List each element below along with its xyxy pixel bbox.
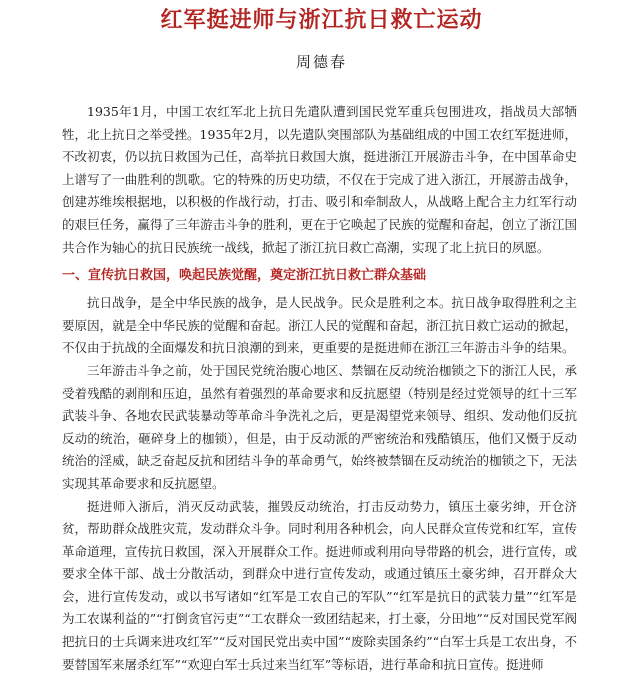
intro-paragraph: 1935年1月，中国工农红军北上抗日先遣队遭到国民党军重兵包围进攻，指战员大部牺牲，北上抗日之举受挫。1935年2月，以先遣队突围部队为基础组成的中国工农红军挺进师，不改初衷，仍以抗日救国为己任，高举抗日救国大旗，挺进浙江开展游击斗争，在中国革命史上谱写了一曲胜利的凯歌。它的特殊的历史功绩，不仅在于完成了进入浙江，开展游击战争，创建苏维埃根据地，以积极的作战行动，打击、吸引和牵制敌人，从战略上配合主力红军行动的艰巨任务，赢得了三年游击斗争的胜利，更在于它唤起了民族的觉醒和奋起，创立了浙江国共合作为轴心的抗日民族统一战线，掀起了浙江抗日救亡高潮，实现了北上抗日的夙愿。 <box>62 101 577 259</box>
body-paragraph: 三年游击斗争之前，处于国民党统治腹心地区、禁锢在反动统治枷锁之下的浙江人民，承受着残酷的剥削和压迫，虽然有着强烈的革命要求和反抗愿望（特别是经过党领导的红十三军武装斗争、各地农民武装暴动等革命斗争洗礼之后，更是渴望党来领导、组织、发动他们反抗反动的统治，砸碎身上的枷锁），但是，由于反动派的严密统治和残酷镇压，他们又慑于反动统治的淫威，缺乏奋起反抗和团结斗争的革命勇气，始终被禁锢在反动统治的枷锁之下，无法实现其革命要求和反抗愿望。 <box>62 360 577 496</box>
body-paragraph: 抗日战争，是全中华民族的战争，是人民战争。民众是胜利之本。抗日战争取得胜利之主要原因，就是全中华民族的觉醒和奋起。浙江人民的觉醒和奋起，浙江抗日救亡运动的掀起，不仅由于抗战的全面爆发和抗日浪潮的到来，更重要的是挺进师在浙江三年游击斗争的结果。 <box>62 292 577 360</box>
article-body <box>62 101 577 676</box>
article-title: 红军挺进师与浙江抗日救亡运动 <box>0 6 643 34</box>
section-heading: 一、宣传抗日救国，唤起民族觉醒，奠定浙江抗日救亡群众基础 <box>62 264 577 288</box>
article-author: 周德春 <box>0 52 643 72</box>
body-paragraph: 挺进师入浙后，消灭反动武装，摧毁反动统治，打击反动势力，镇压土豪劣绅，开仓济贫，帮助群众战胜灾荒，发动群众斗争。同时利用各种机会，向人民群众宣传党和红军，宣传革命道理，宣传抗日救国，深入开展群众工作。挺进师或利用向导带路的机会，进行宣传，或要求全体干部、战士分散活动，到群众中进行宣传发动，或通过镇压土豪劣绅，召开群众大会，进行宣传发动，或以书写诸如“红军是工农自己的军队”“红军是抗日的武装力量”“红军是为工农谋利益的”“打倒贪官污吏”“工农群众一致团结起来，打土豪，分田地”“反对国民党军阀把抗日的士兵调来进攻红军”“反对国民党出卖中国”“废除卖国条约”“白军士兵是工农出身，不要替国军来屠杀红军”“欢迎白军士兵过来当红军”等标语，进行革命和抗日宣传。挺进师 <box>62 496 577 676</box>
